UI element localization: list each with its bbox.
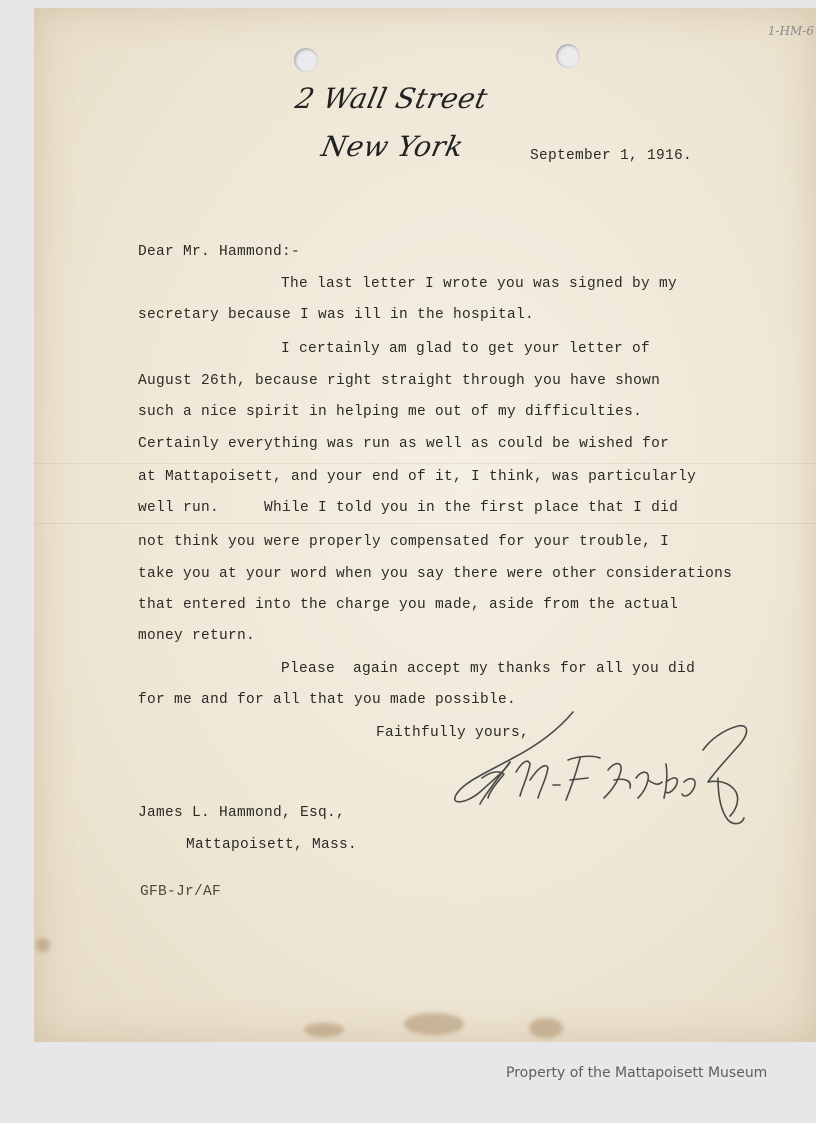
body-line: at Mattapoisett, and your end of it, I think, was particularly bbox=[138, 469, 697, 485]
stain bbox=[404, 1013, 464, 1035]
body-line: that entered into the charge you made, aside from the actual bbox=[138, 597, 679, 613]
stain bbox=[36, 938, 50, 952]
letterhead-street: 2 Wall Street bbox=[292, 82, 491, 115]
museum-credit: Property of the Mattapoisett Museum bbox=[506, 1065, 768, 1081]
stain bbox=[529, 1018, 563, 1038]
fold-line bbox=[34, 523, 816, 524]
letter-date: September 1, 1916. bbox=[530, 148, 693, 164]
body-line: money return. bbox=[138, 628, 256, 644]
punch-hole bbox=[294, 48, 318, 72]
handwritten-signature bbox=[418, 700, 758, 835]
body-line: not think you were properly compensated for your trouble, I bbox=[138, 534, 670, 550]
body-line: secretary because I was ill in the hospital. bbox=[138, 307, 535, 323]
body-line: Certainly everything was run as well as could be wished for bbox=[138, 436, 670, 452]
stain bbox=[304, 1023, 344, 1037]
body-line: take you at your word when you say there were other considerations bbox=[138, 566, 733, 582]
salutation: Dear Mr. Hammond:- bbox=[138, 244, 301, 260]
body-line: well run. While I told you in the first place that I did bbox=[138, 500, 679, 516]
archive-note: 1-HM-6 bbox=[767, 24, 814, 38]
recipient-name: James L. Hammond, Esq., bbox=[138, 805, 346, 821]
body-line: for me and for all that you made possible. bbox=[138, 692, 517, 708]
body-line: I certainly am glad to get your letter of bbox=[281, 341, 651, 357]
recipient-place: Mattapoisett, Mass. bbox=[186, 837, 358, 853]
body-line: Please again accept my thanks for all you did bbox=[281, 661, 696, 677]
punch-hole bbox=[556, 44, 580, 68]
body-line: August 26th, because right straight through you have shown bbox=[138, 373, 661, 389]
letterhead-city: New York bbox=[318, 130, 467, 163]
fold-line bbox=[34, 463, 816, 464]
reference-initials: GFB-Jr/AF bbox=[140, 884, 222, 900]
body-line: The last letter I wrote you was signed by my bbox=[281, 276, 678, 292]
closing: Faithfully yours, bbox=[376, 725, 530, 741]
body-line: such a nice spirit in helping me out of my difficulties. bbox=[138, 404, 643, 420]
